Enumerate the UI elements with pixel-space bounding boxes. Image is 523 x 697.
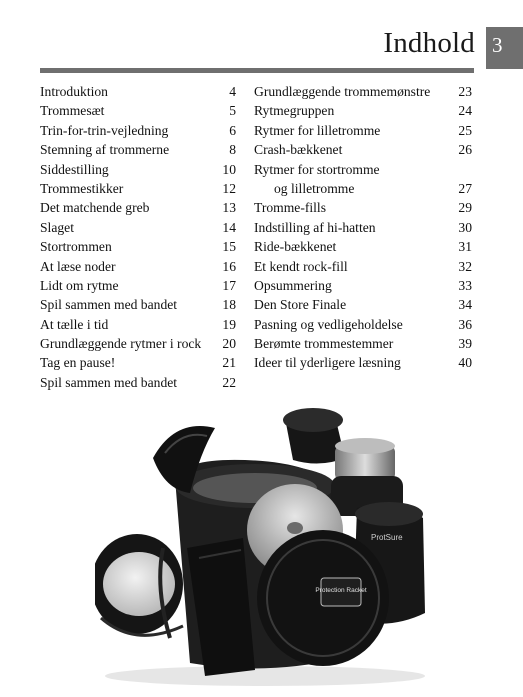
toc-entry-title: og lilletromme [274,180,355,196]
toc-entry [40,160,236,179]
toc-entry [40,179,236,198]
toc-entry-title: Tag en pause! [40,355,116,371]
toc-left-column [40,82,236,392]
page-number: 3 [492,33,503,57]
toc-entry-page: 16 [222,258,236,274]
toc-entry-title: Grundlæggende rytmer i rock [40,336,202,352]
toc-entry-page: 20 [222,336,236,352]
toc-entry-title: Rytmer for lilletromme [254,122,381,138]
toc-entry-title: Rytmer for stortromme [254,161,380,177]
toc-entry-page: 6 [229,122,236,138]
toc-entry-page: 22 [222,374,236,390]
toc-entry [40,257,236,276]
toc-entry-page: 27 [458,180,472,196]
toc-entry-page: 40 [458,355,472,371]
toc-entry-page: 4 [229,84,236,99]
toc-entry-page: 14 [222,219,236,235]
toc-entry [40,101,236,120]
toc-entry-title: Ideer til yderligere læsning [254,355,401,371]
toc-entry [254,101,472,120]
page-number-tab [486,27,523,69]
toc-entry-title: Trin-for-trin-vejledning [40,122,169,138]
toc-entry-page: 21 [222,355,236,371]
toc-entry-title: Trommesæt [40,103,105,119]
toc-entry [254,140,472,159]
toc-entry-title: Pasning og vedligeholdelse [254,316,403,332]
toc-entry [40,82,236,101]
toc-entry [40,218,236,237]
toc-entry-page: 12 [222,180,236,196]
toc-entry [254,334,472,353]
toc-entry [254,160,472,179]
toc-entry-page: 33 [458,277,472,293]
toc-entry-page: 30 [458,219,472,235]
toc-entry-page: 39 [458,336,472,352]
toc-entry [254,198,472,217]
toc-entry-title: Introduktion [40,84,108,99]
toc-entry-page: 32 [458,258,472,274]
toc-entry-title: At tælle i tid [40,316,109,332]
toc-entry-title: Spil sammen med bandet [40,374,178,390]
toc-entry-title: Indstilling af hi-hatten [254,219,376,235]
toc-entry-title: Ride-bækkenet [254,239,337,255]
toc-entry [254,218,472,237]
toc-entry [254,257,472,276]
bag-logo-text: Protection Racket [315,587,367,594]
toc-entry [254,315,472,334]
toc-entry-page: 24 [458,103,472,119]
toc-entry-page: 15 [222,239,236,255]
toc-entry [254,121,472,140]
toc-entry-title: Crash-bækkenet [254,142,343,158]
toc-entry-title: Tromme-fills [254,200,327,216]
toc-entry [254,179,472,198]
toc-right-column [254,82,472,373]
toc-entry-title: Den Store Finale [254,297,347,313]
toc-entry [40,373,236,392]
toc-entry-title: Et kendt rock-fill [254,258,348,274]
svg-text:ProtSure: ProtSure [371,533,403,542]
toc-entry-page: 19 [222,316,236,332]
toc-entry-title: Grundlæggende trommemønstre [254,84,431,99]
toc-entry-page: 36 [458,316,472,332]
toc-entry-title: Trommestikker [40,180,124,196]
toc-entry-page: 31 [458,239,472,255]
toc-entry [40,140,236,159]
toc-entry-page: 23 [458,84,472,99]
toc-entry-page: 13 [222,200,236,216]
toc-entry [40,295,236,314]
toc-entry [40,121,236,140]
toc-entry-title: Lidt om rytme [40,277,119,293]
toc-entry-page: 17 [222,277,236,293]
toc-entry-page: 18 [222,297,236,313]
toc-entry-page: 10 [222,161,236,177]
toc-entry [40,315,236,334]
toc-entry [40,353,236,372]
toc-entry-page: 34 [458,297,472,313]
toc-entry-title: Spil sammen med bandet [40,297,178,313]
toc-entry-title: Slaget [40,219,74,235]
toc-entry [40,198,236,217]
toc-entry [254,353,472,372]
toc-entry-title: At læse noder [40,258,116,274]
title-rule [40,68,474,73]
toc-entry-title: Stortrommen [40,239,112,255]
toc-entry-page: 8 [229,142,236,158]
toc-entry [254,237,472,256]
toc-entry-title: Rytmegruppen [254,103,335,119]
toc-entry-title: Siddestilling [40,161,109,177]
toc-entry [254,82,472,101]
toc-entry [40,334,236,353]
toc-entry-title: Det matchende greb [40,200,150,216]
toc-entry-page: 29 [458,200,472,216]
toc-entry-page: 26 [458,142,472,158]
toc-entry-title: Stemning af trommerne [40,142,170,158]
toc-entry [254,295,472,314]
toc-entry [40,237,236,256]
drum-cases-photo [95,398,435,688]
page-title: Indhold [383,27,475,59]
toc-entry-page: 5 [229,103,236,119]
toc-entry [254,276,472,295]
toc-entry [40,276,236,295]
toc-entry-page: 25 [458,122,472,138]
toc-entry-title: Opsummering [254,277,332,293]
toc-entry-title: Berømte trommestemmer [254,336,394,352]
